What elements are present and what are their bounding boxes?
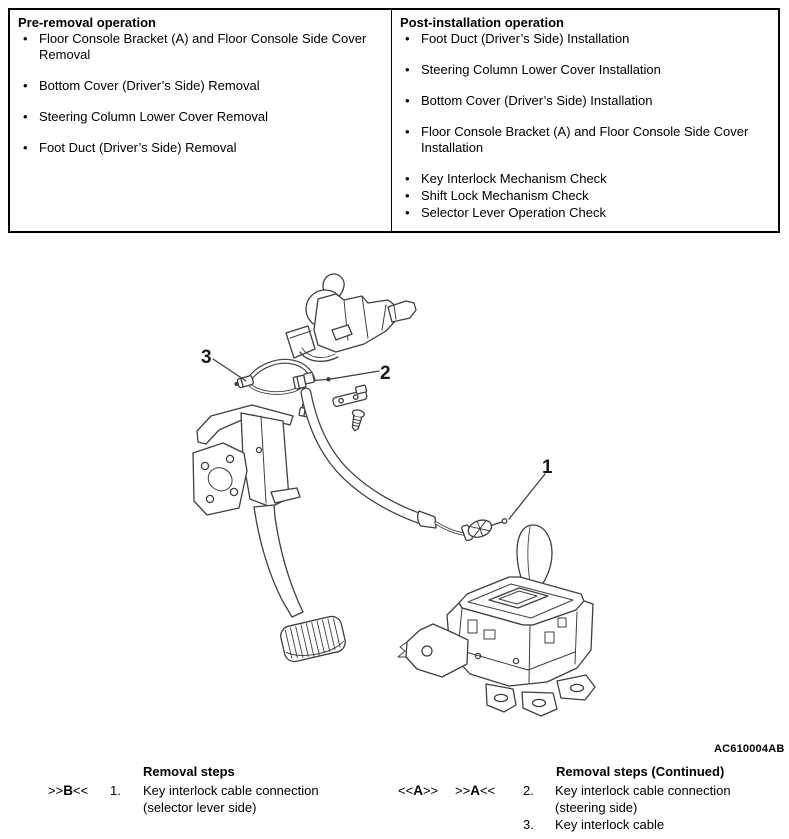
step-3-text: Key interlock cable — [555, 817, 665, 832]
key-interlock-cable-figure — [0, 233, 789, 739]
operation-item: • Floor Console Bracket (A) and Floor Console Side Cover Installation — [400, 124, 770, 156]
removal-steps-title: Removal steps — [143, 764, 235, 779]
removal-steps-section — [0, 739, 789, 839]
operation-item: • Steering Column Lower Cover Removal — [18, 109, 383, 125]
pedal-pad-drawing — [279, 614, 348, 663]
operation-item: • Key Interlock Mechanism Check — [400, 171, 770, 187]
callout-1-leader — [509, 474, 545, 519]
post-installation-column — [392, 10, 778, 231]
operation-item: • Foot Duct (Driver’s Side) Removal — [18, 140, 383, 156]
callout-2-label: 2 — [380, 363, 391, 384]
callout-1-label: 1 — [542, 457, 553, 478]
step-1-text: Key interlock cable connection (selector lever side) — [143, 783, 319, 815]
removal-marker-a: <<A>> — [398, 783, 439, 798]
operation-item: • Foot Duct (Driver’s Side) Installation — [400, 31, 770, 47]
operation-item: • Steering Column Lower Cover Installation — [400, 62, 770, 78]
step-number-1: 1. — [110, 783, 121, 798]
callout-3-label: 3 — [201, 347, 212, 368]
steering-lock-drawing — [286, 274, 416, 361]
screw-drawing — [349, 409, 365, 432]
install-marker-b: >>B<< — [48, 783, 89, 798]
operation-item: • Floor Console Bracket (A) and Floor Console Side Cover Removal — [18, 31, 383, 63]
step-number-2: 2. — [523, 783, 534, 798]
post-installation-list — [400, 31, 770, 221]
step-2-text: Key interlock cable connection (steering side) — [555, 783, 731, 815]
install-marker-a: >>A<< — [455, 783, 496, 798]
operation-item: • Shift Lock Mechanism Check — [400, 188, 770, 204]
operation-item: • Bottom Cover (Driver’s Side) Installation — [400, 93, 770, 109]
shifter-assembly-drawing — [398, 525, 595, 716]
pre-removal-title: Pre-removal operation — [18, 15, 156, 30]
pre-removal-column — [10, 10, 392, 231]
pre-post-operations-table — [8, 8, 780, 233]
pre-removal-list — [18, 31, 383, 156]
key-interlock-cable-diagram — [0, 233, 789, 739]
operation-item: • Selector Lever Operation Check — [400, 205, 770, 221]
callout-2-leader — [331, 371, 379, 379]
operation-item: • Bottom Cover (Driver’s Side) Removal — [18, 78, 383, 94]
callout-3-leader — [213, 359, 246, 381]
removal-steps-continued-title: Removal steps (Continued) — [556, 764, 725, 779]
mounting-bracket-drawing — [331, 385, 368, 407]
figure-code: AC610004AB — [714, 743, 785, 755]
step-number-3: 3. — [523, 817, 534, 832]
post-installation-title: Post-installation operation — [400, 15, 564, 30]
